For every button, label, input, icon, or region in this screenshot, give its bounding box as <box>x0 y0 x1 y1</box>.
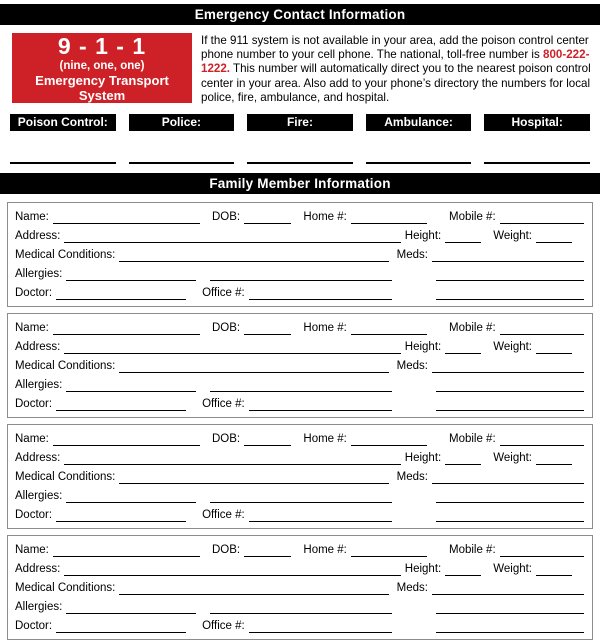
dob-label: DOB: <box>211 544 241 557</box>
medical-conditions-field[interactable] <box>119 361 388 373</box>
intro-paragraph <box>201 33 594 105</box>
poison-control-phone-number: 800-222-1222. <box>201 48 590 76</box>
allergies-row <box>15 489 584 503</box>
office-phone-label: Office #: <box>202 620 245 633</box>
allergies-label: Allergies: <box>15 379 63 392</box>
name-row <box>15 321 584 335</box>
dob-label: DOB: <box>211 211 241 224</box>
address-field[interactable] <box>64 564 400 576</box>
meds-field[interactable] <box>432 583 584 595</box>
office-phone-label: Office #: <box>202 287 245 300</box>
office-phone-field[interactable] <box>249 288 392 300</box>
dob-label: DOB: <box>211 433 241 446</box>
height-label: Height: <box>404 563 442 576</box>
mobile-phone-field[interactable] <box>500 434 584 446</box>
doctor-field[interactable] <box>56 510 186 522</box>
mobile-phone-label: Mobile #: <box>448 544 496 557</box>
911-spelled-out: (nine, one, one) <box>59 59 145 72</box>
name-field[interactable] <box>53 212 200 224</box>
name-row <box>15 432 584 446</box>
office-phone-field[interactable] <box>249 510 392 522</box>
allergies-extra-field[interactable] <box>210 602 392 614</box>
office-phone-field[interactable] <box>249 399 392 411</box>
doctor-label: Doctor: <box>15 509 53 522</box>
weight-field[interactable] <box>536 453 572 465</box>
home-phone-field[interactable] <box>351 545 427 557</box>
mobile-phone-label: Mobile #: <box>448 211 496 224</box>
meds-extra-field-1[interactable] <box>436 602 584 614</box>
911-number: 9 - 1 - 1 <box>57 32 147 59</box>
dob-field[interactable] <box>244 212 291 224</box>
page-title: Emergency Contact Information <box>0 4 600 25</box>
address-row <box>15 562 584 576</box>
allergies-extra-field[interactable] <box>210 269 392 281</box>
poison-control-label: Poison Control: <box>10 114 116 131</box>
doctor-label: Doctor: <box>15 398 53 411</box>
allergies-label: Allergies: <box>15 490 63 503</box>
weight-label: Weight: <box>493 452 532 465</box>
name-field[interactable] <box>53 434 200 446</box>
doctor-row <box>15 619 584 633</box>
mobile-phone-field[interactable] <box>500 212 584 224</box>
mobile-phone-label: Mobile #: <box>448 433 496 446</box>
emergency-transport-system-label: Emergency Transport System <box>35 72 169 103</box>
name-label: Name: <box>15 544 49 557</box>
weight-field[interactable] <box>536 231 572 243</box>
police-field[interactable] <box>129 162 235 164</box>
intro-text-after: This number will automatically direct you to the nearest poison control center in your area. Also add to your phone’s directory the numbers for local police, fire, ambulance, and hospital. <box>201 62 591 104</box>
doctor-row <box>15 508 584 522</box>
address-field[interactable] <box>64 231 400 243</box>
office-phone-label: Office #: <box>202 398 245 411</box>
meds-label: Meds: <box>396 582 428 595</box>
home-phone-field[interactable] <box>351 212 427 224</box>
address-field[interactable] <box>64 453 400 465</box>
allergies-field[interactable] <box>66 269 196 281</box>
police-label: Police: <box>129 114 235 131</box>
dob-field[interactable] <box>244 434 291 446</box>
dob-field[interactable] <box>244 545 291 557</box>
allergies-row <box>15 378 584 392</box>
weight-label: Weight: <box>493 230 532 243</box>
meds-label: Meds: <box>396 471 428 484</box>
doctor-field[interactable] <box>56 288 186 300</box>
fire-field[interactable] <box>247 162 353 164</box>
medical-conditions-row <box>15 248 584 262</box>
weight-label: Weight: <box>493 563 532 576</box>
height-field[interactable] <box>445 342 481 354</box>
meds-label: Meds: <box>396 249 428 262</box>
name-label: Name: <box>15 211 49 224</box>
meds-field[interactable] <box>432 361 584 373</box>
allergies-extra-field[interactable] <box>210 491 392 503</box>
poison-control-field[interactable] <box>10 162 116 164</box>
allergies-extra-field[interactable] <box>210 380 392 392</box>
name-field[interactable] <box>53 545 200 557</box>
address-row <box>15 451 584 465</box>
address-row <box>15 229 584 243</box>
emergency-contacts-row <box>10 114 590 164</box>
mobile-phone-field[interactable] <box>500 323 584 335</box>
intro-text-before: If the 911 system is not available in your area, add the poison control center phone number to your cell phone. The national, toll-free number is <box>201 34 589 62</box>
family-member-box <box>7 424 593 529</box>
meds-extra-field-2[interactable] <box>436 399 584 411</box>
address-label: Address: <box>15 452 61 465</box>
name-field[interactable] <box>53 323 200 335</box>
height-label: Height: <box>404 230 442 243</box>
address-label: Address: <box>15 230 61 243</box>
address-label: Address: <box>15 563 61 576</box>
medical-conditions-label: Medical Conditions: <box>15 360 116 373</box>
allergies-field[interactable] <box>66 380 196 392</box>
medical-conditions-row <box>15 359 584 373</box>
medical-conditions-label: Medical Conditions: <box>15 582 116 595</box>
medical-conditions-field[interactable] <box>119 250 388 262</box>
family-member-information-header: Family Member Information <box>0 173 600 194</box>
family-member-boxes <box>0 202 600 640</box>
meds-extra-field-2[interactable] <box>436 510 584 522</box>
medical-conditions-field[interactable] <box>119 583 388 595</box>
height-field[interactable] <box>445 231 481 243</box>
allergies-field[interactable] <box>66 491 196 503</box>
home-phone-field[interactable] <box>351 323 427 335</box>
home-phone-label: Home #: <box>303 322 347 335</box>
height-label: Height: <box>404 341 442 354</box>
home-phone-label: Home #: <box>303 211 347 224</box>
weight-field[interactable] <box>536 564 572 576</box>
address-field[interactable] <box>64 342 400 354</box>
office-phone-label: Office #: <box>202 509 245 522</box>
doctor-row <box>15 397 584 411</box>
height-label: Height: <box>404 452 442 465</box>
meds-label: Meds: <box>396 360 428 373</box>
medical-conditions-label: Medical Conditions: <box>15 471 116 484</box>
home-phone-label: Home #: <box>303 544 347 557</box>
doctor-label: Doctor: <box>15 620 53 633</box>
meds-extra-field-1[interactable] <box>436 380 584 392</box>
meds-field[interactable] <box>432 472 584 484</box>
medical-conditions-field[interactable] <box>119 472 388 484</box>
ambulance-field[interactable] <box>366 162 472 164</box>
name-row <box>15 543 584 557</box>
ambulance-label: Ambulance: <box>366 114 472 131</box>
doctor-row <box>15 286 584 300</box>
home-phone-label: Home #: <box>303 433 347 446</box>
hospital-field[interactable] <box>484 162 590 164</box>
dob-label: DOB: <box>211 322 241 335</box>
meds-extra-field-1[interactable] <box>436 269 584 281</box>
address-row <box>15 340 584 354</box>
family-member-box <box>7 202 593 307</box>
medical-conditions-row <box>15 470 584 484</box>
weight-field[interactable] <box>536 342 572 354</box>
family-member-box <box>7 313 593 418</box>
mobile-phone-label: Mobile #: <box>448 322 496 335</box>
name-label: Name: <box>15 322 49 335</box>
allergies-row <box>15 600 584 614</box>
allergies-label: Allergies: <box>15 601 63 614</box>
family-member-box <box>7 535 593 640</box>
name-row <box>15 210 584 224</box>
medical-conditions-row <box>15 581 584 595</box>
intro-section <box>12 33 594 105</box>
doctor-label: Doctor: <box>15 287 53 300</box>
meds-field[interactable] <box>432 250 584 262</box>
contact-cell-poison-control <box>10 114 116 164</box>
fire-label: Fire: <box>247 114 353 131</box>
mobile-phone-field[interactable] <box>500 545 584 557</box>
doctor-field[interactable] <box>56 399 186 411</box>
address-label: Address: <box>15 341 61 354</box>
allergies-row <box>15 267 584 281</box>
height-field[interactable] <box>445 564 481 576</box>
weight-label: Weight: <box>493 341 532 354</box>
meds-extra-field-2[interactable] <box>436 288 584 300</box>
hospital-label: Hospital: <box>484 114 590 131</box>
allergies-field[interactable] <box>66 602 196 614</box>
911-panel <box>12 33 192 103</box>
name-label: Name: <box>15 433 49 446</box>
allergies-label: Allergies: <box>15 268 63 281</box>
home-phone-field[interactable] <box>351 434 427 446</box>
dob-field[interactable] <box>244 323 291 335</box>
contact-cell-fire <box>247 114 353 164</box>
medical-conditions-label: Medical Conditions: <box>15 249 116 262</box>
height-field[interactable] <box>445 453 481 465</box>
contact-cell-police <box>129 114 235 164</box>
contact-cell-ambulance <box>366 114 472 164</box>
meds-extra-field-1[interactable] <box>436 491 584 503</box>
contact-cell-hospital <box>484 114 590 164</box>
